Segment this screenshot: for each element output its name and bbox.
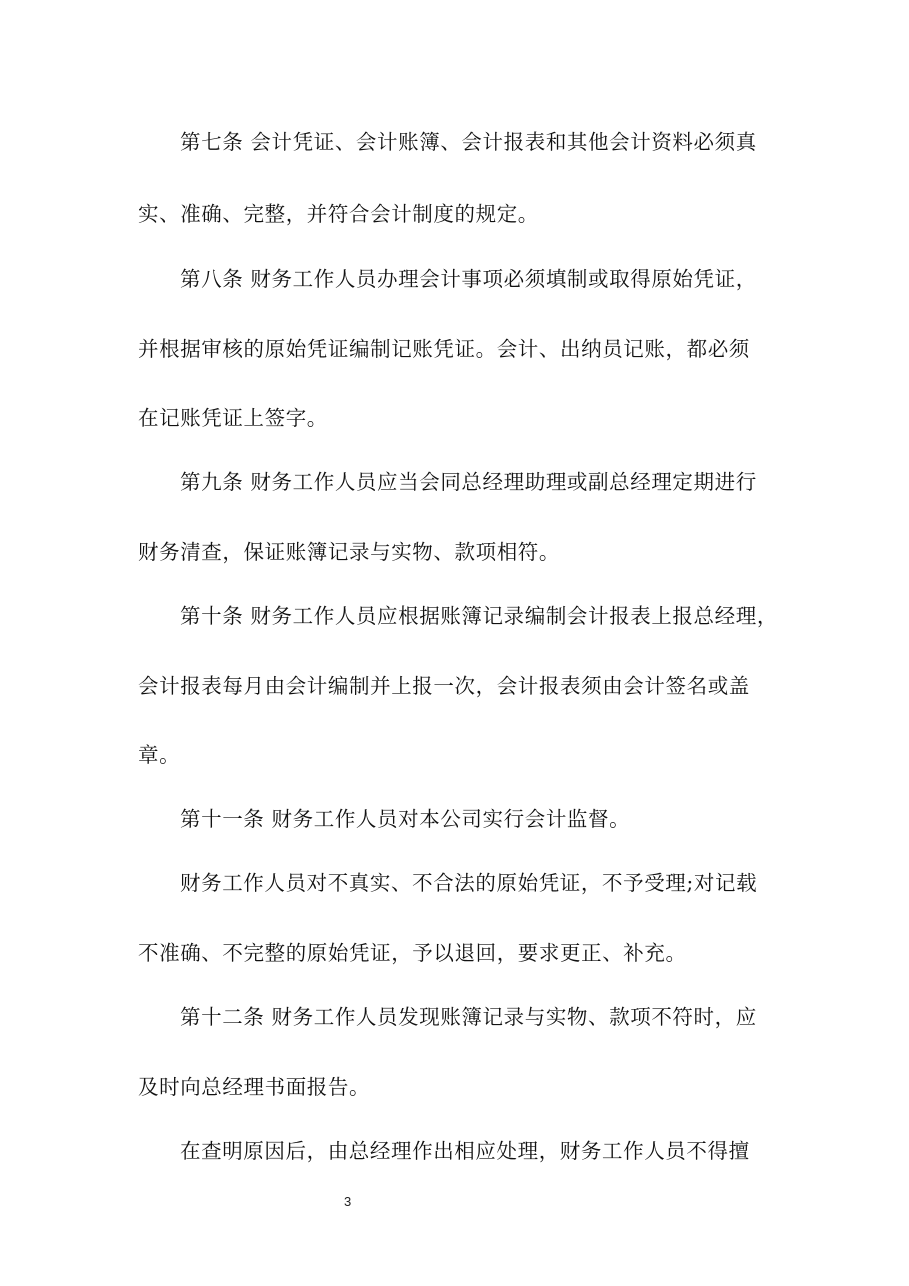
text-line: 财务清查，保证账簿记录与实物、款项相符。 (138, 540, 560, 564)
text-line: 第九条 财务工作人员应当会同总经理助理或副总经理定期进行 (180, 470, 757, 494)
text-line: 会计报表每月由会计编制并上报一次，会计报表须由会计签名或盖 (138, 674, 750, 698)
text-line: 第十一条 财务工作人员对本公司实行会计监督。 (180, 807, 631, 831)
text-line: 在记账凭证上签字。 (138, 406, 328, 430)
text-line: 不准确、不完整的原始凭证，予以退回，要求更正、补充。 (138, 941, 687, 965)
text-line: 财务工作人员对不真实、不合法的原始凭证，不予受理;对记载 (180, 871, 758, 895)
text-line: 第八条 财务工作人员办理会计事项必须填制或取得原始凭证， (180, 267, 757, 291)
text-line: 第十二条 财务工作人员发现账簿记录与实物、款项不符时，应 (180, 1005, 757, 1029)
text-line: 及时向总经理书面报告。 (138, 1075, 371, 1099)
text-line: 并根据审核的原始凭证编制记账凭证。会计、出纳员记账，都必须 (138, 337, 750, 361)
text-line: 第七条 会计凭证、会计账簿、会计报表和其他会计资料必须真 (180, 130, 757, 154)
page-number: 3 (344, 1194, 352, 1209)
text-line: 第十条 财务工作人员应根据账簿记录编制会计报表上报总经理， (180, 604, 778, 628)
text-line: 实、准确、完整，并符合会计制度的规定。 (138, 202, 539, 226)
text-line: 在查明原因后，由总经理作出相应处理，财务工作人员不得擅 (180, 1139, 750, 1163)
text-line: 章。 (138, 743, 181, 767)
